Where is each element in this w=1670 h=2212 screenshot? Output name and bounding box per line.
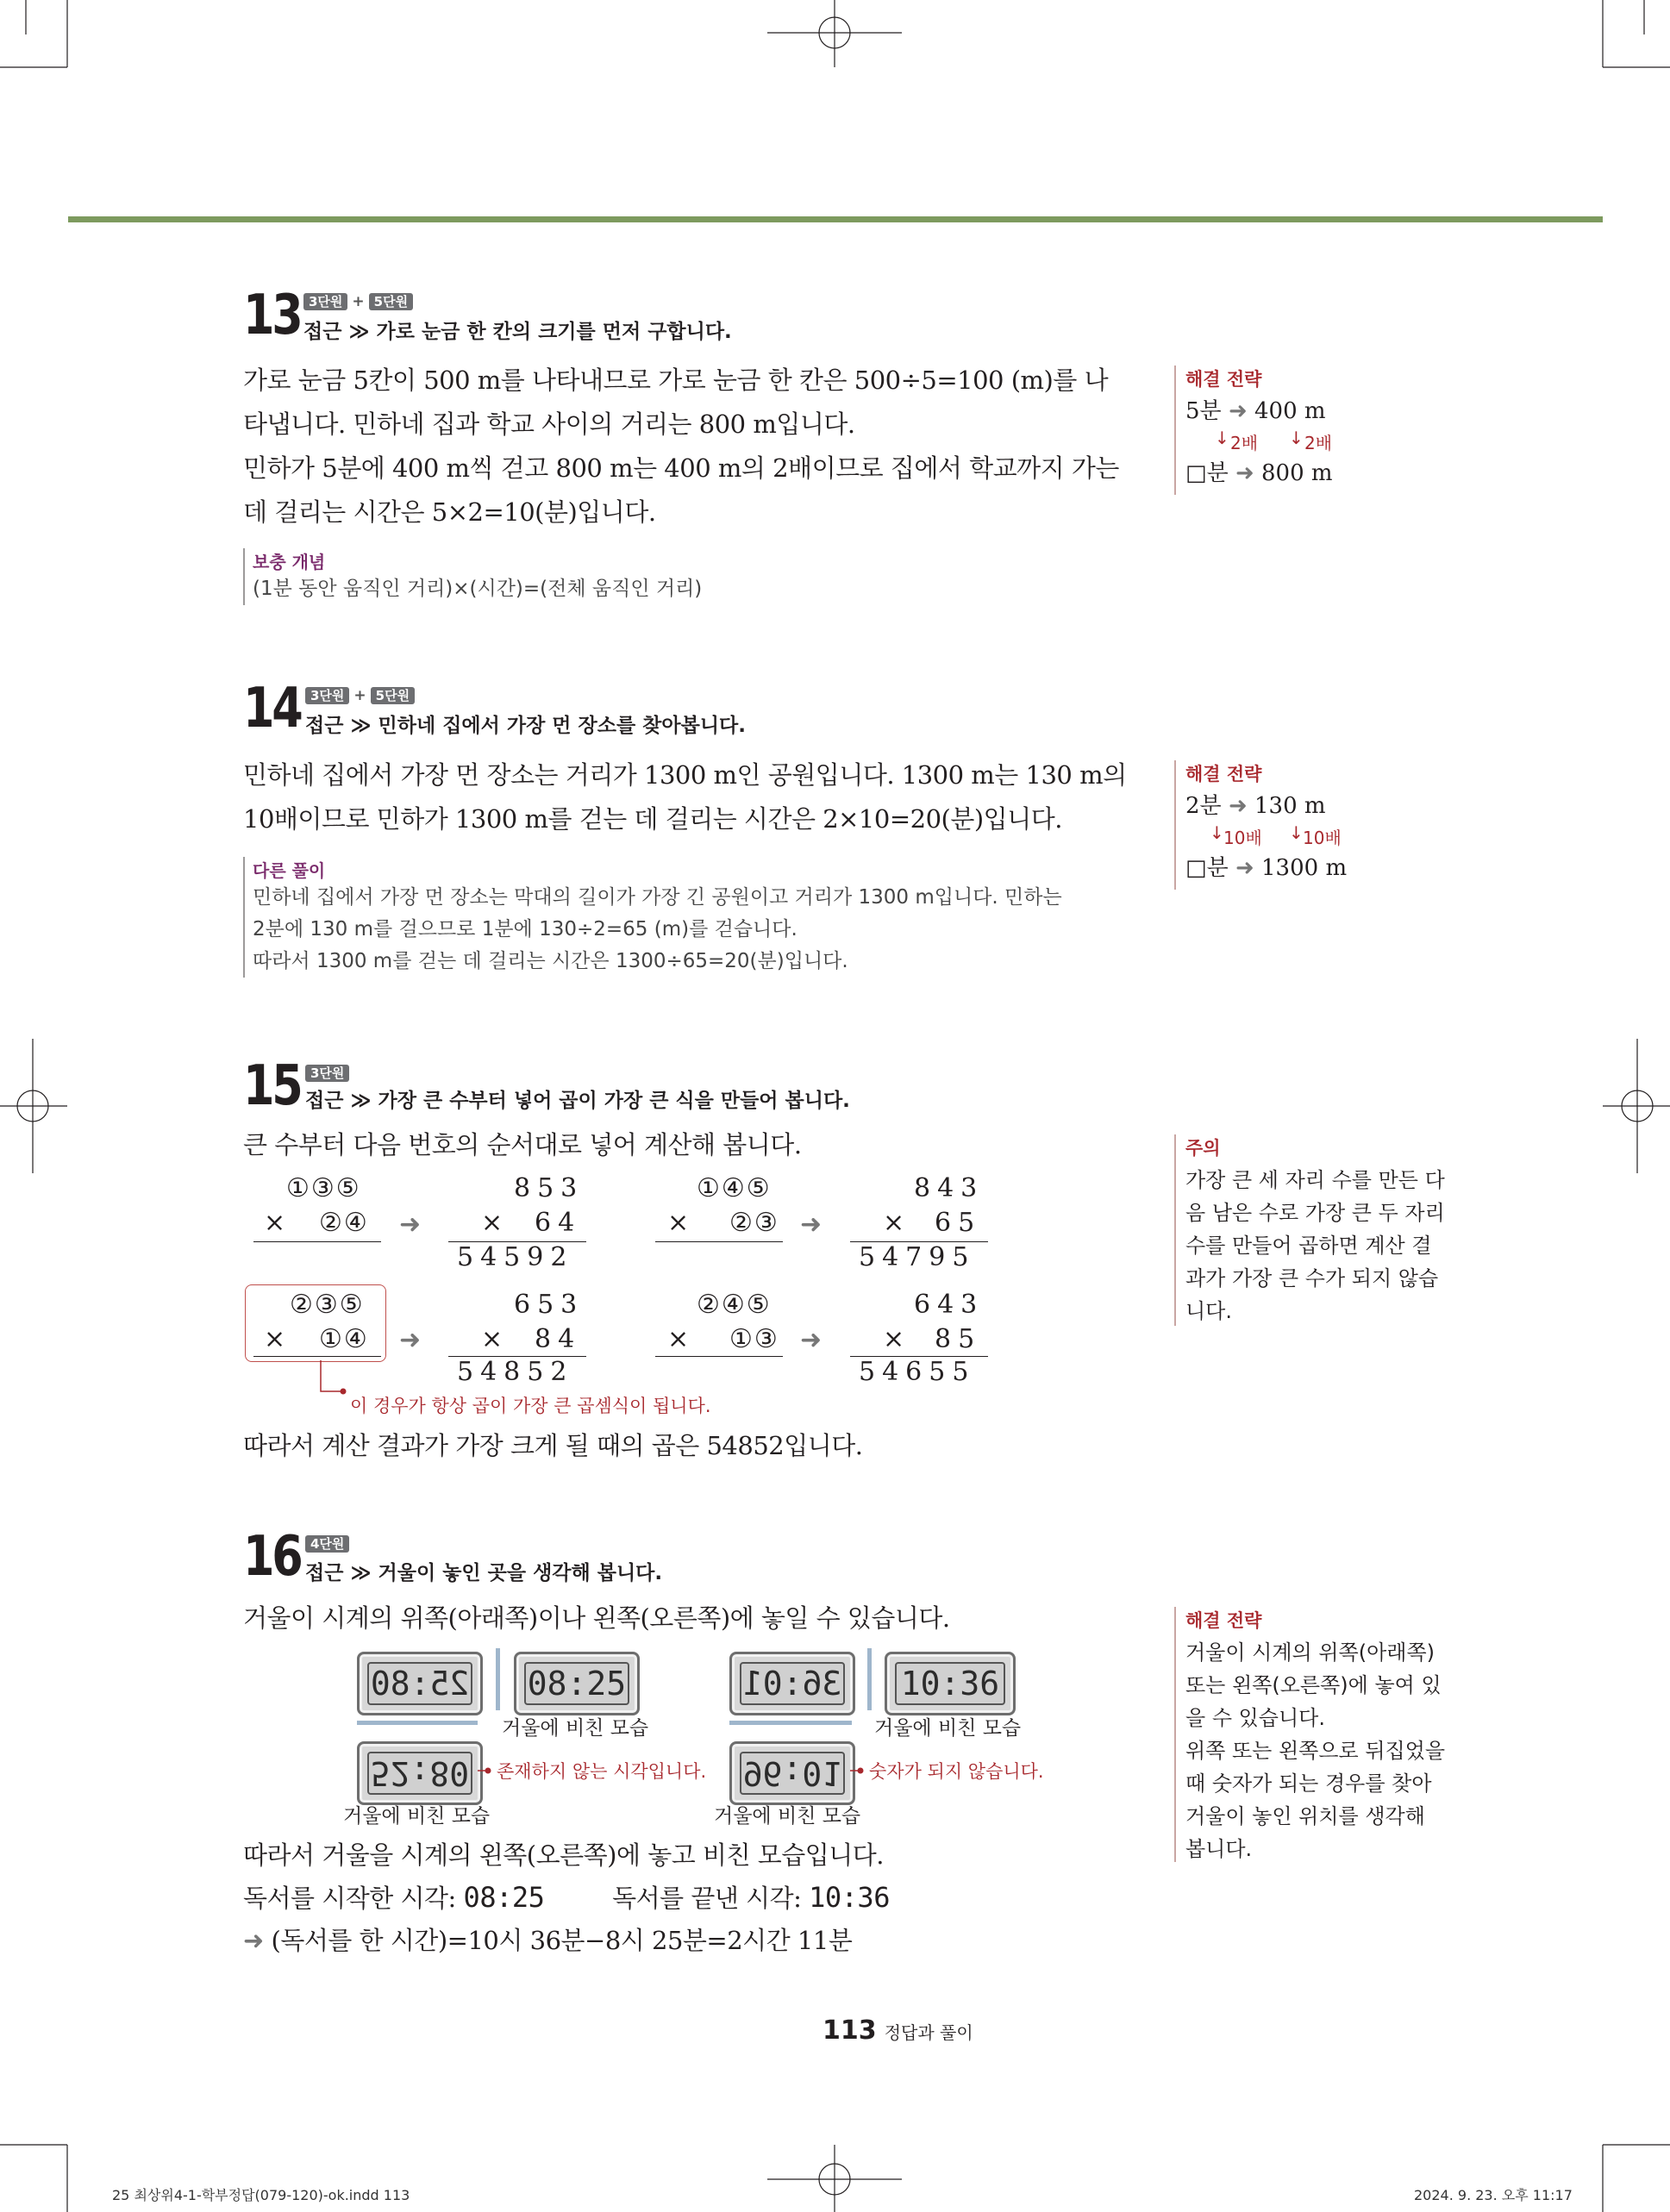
strategy-row <box>1185 852 1367 884</box>
arrow-right-icon: ➜ <box>800 1325 822 1355</box>
note-line: 2분에 130 m를 걸으므로 1분에 130÷2=65 (m)를 걷습니다. <box>253 918 797 940</box>
strategy-row <box>1185 790 1367 822</box>
product: 54852 <box>457 1357 574 1387</box>
sidebar-title: 해결 전략 <box>1185 369 1262 390</box>
order-top: ②③⑤ <box>290 1290 365 1320</box>
solution-text <box>243 359 1123 534</box>
note-text: (1분 동안 움직인 거리)×(시간)=(전체 움직인 거리) <box>253 578 703 600</box>
mirror-caption: 거울에 비친 모습 <box>502 1717 649 1740</box>
sidebar-line: 거울이 시계의 위쪽(아래쪽) <box>1185 1640 1435 1665</box>
problem-number: 13 <box>243 284 301 347</box>
multiplier: 84 <box>535 1324 582 1354</box>
digital-clock <box>729 1652 855 1715</box>
arrow-right-icon: ➜ <box>1228 398 1248 424</box>
strategy-left: □분 <box>1185 460 1229 486</box>
plus-sign: + <box>353 687 366 704</box>
order-top: ①③⑤ <box>286 1173 361 1203</box>
not-digit-note: 숫자가 되지 않습니다. <box>869 1761 1044 1782</box>
mirror-caption: 거울에 비친 모습 <box>714 1805 861 1828</box>
mult-label: 2배 <box>1304 433 1333 453</box>
caution-sidebar <box>1174 1134 1470 1326</box>
unit-badges <box>305 1065 349 1082</box>
note-title: 다른 풀이 <box>253 860 326 881</box>
digital-clock <box>729 1741 855 1805</box>
note-line: 따라서 1300 m를 걷는 데 걸리는 시간은 1300÷65=20(분)입니다. <box>253 950 848 972</box>
clock-display: 25:80 <box>367 1662 472 1705</box>
approach-text: 접근 ≫ 거울이 놓인 곳을 생각해 봅니다. <box>305 1562 663 1584</box>
sidebar-line: 가장 큰 세 자리 수를 만든 다 <box>1185 1168 1445 1192</box>
arrow-right-icon: ➜ <box>1235 855 1254 881</box>
strategy-sidebar <box>1174 366 1367 495</box>
problem-number: 16 <box>243 1525 301 1589</box>
arrow-down-icon: ↓ <box>1289 822 1304 843</box>
text-line: 민하가 5분에 400 m씩 걷고 800 m는 400 m의 2배이므로 집에서 학교까지 가는 <box>243 453 1119 483</box>
approach-text: 접근 ≫ 가로 눈금 한 칸의 크기를 먼저 구합니다. <box>303 321 732 343</box>
clock-display: 08:25 <box>524 1662 629 1705</box>
multiplicand: 643 <box>914 1290 985 1320</box>
text-line: 데 걸리는 시간은 5×2=10(분)입니다. <box>243 497 656 527</box>
sidebar-title: 주의 <box>1185 1138 1221 1159</box>
digital-clock <box>357 1741 483 1805</box>
text-line: 가로 눈금 5칸이 500 m를 나타내므로 가로 눈금 한 칸은 500÷5=100 (m)를 나 <box>243 366 1109 395</box>
print-slug-left: 25 최상위4-1-학부정답(079-120)-ok.indd 113 <box>112 2187 410 2203</box>
mirror-vertical <box>867 1648 872 1710</box>
page-label: 정답과 풀이 <box>884 2022 973 2043</box>
times-sign: × <box>264 1324 293 1354</box>
note-title: 보충 개념 <box>253 552 326 572</box>
arrow-right-icon: ➜ <box>1228 793 1248 819</box>
sidebar-line: 니다. <box>1185 1299 1232 1323</box>
strategy-right: 130 m <box>1254 793 1326 819</box>
callout-line <box>319 1360 353 1403</box>
strategy-sidebar <box>1174 1607 1470 1862</box>
mult-rule <box>655 1356 783 1357</box>
sidebar-line: 또는 왼쪽(오른쪽)에 놓여 있 <box>1185 1673 1442 1697</box>
page-footer <box>822 2015 973 2046</box>
mirror-caption: 거울에 비친 모습 <box>343 1805 491 1828</box>
mult-label: 2배 <box>1230 433 1259 453</box>
mult-label: 10배 <box>1303 828 1342 848</box>
unit-badge: 3단원 <box>305 687 349 704</box>
problem-number: 14 <box>243 677 301 740</box>
unit-badges <box>305 1535 349 1553</box>
problem-number: 15 <box>243 1054 301 1118</box>
product: 54795 <box>859 1242 976 1272</box>
strategy-row <box>1185 395 1367 428</box>
order-top: ①④⑤ <box>697 1173 772 1203</box>
final-row <box>243 1919 852 1963</box>
text-line: 10배이므로 민하가 1300 m를 걷는 데 걸리는 시간은 2×10=20(분)입니다. <box>243 804 1062 834</box>
unit-badges <box>303 293 413 310</box>
strategy-mult-row <box>1185 428 1367 457</box>
end-time: 10:36 <box>809 1881 890 1914</box>
strategy-right: 1300 m <box>1261 855 1348 881</box>
mirror-horizontal <box>357 1721 478 1725</box>
sidebar-line: 거울이 놓인 위치를 생각해 <box>1185 1804 1425 1828</box>
plus-sign: + <box>352 293 365 310</box>
times-sign: × <box>667 1208 697 1238</box>
callout-dot <box>850 1764 867 1778</box>
callout-text: 이 경우가 항상 곱이 가장 큰 곱셈식이 됩니다. <box>350 1396 711 1416</box>
sidebar-title: 해결 전략 <box>1185 1610 1262 1631</box>
multiplicand: 653 <box>514 1290 585 1320</box>
approach-text: 접근 ≫ 가장 큰 수부터 넣어 곱이 가장 큰 식을 만들어 봅니다. <box>305 1090 850 1112</box>
supplement-note <box>243 548 1029 605</box>
approach-text: 접근 ≫ 민하네 집에서 가장 먼 장소를 찾아봅니다. <box>305 715 747 737</box>
intro-text: 거울이 시계의 위쪽(아래쪽)이나 왼쪽(오른쪽)에 놓일 수 있습니다. <box>243 1603 950 1633</box>
multiplier: 65 <box>935 1208 982 1238</box>
start-label: 독서를 시작한 시각: <box>243 1884 456 1913</box>
print-slug-right: 2024. 9. 23. 오후 11:17 <box>1414 2187 1573 2203</box>
strategy-left: 2분 <box>1185 793 1222 819</box>
alternate-solution <box>243 857 1149 978</box>
order-bottom: ②③ <box>729 1208 779 1238</box>
order-bottom: ①④ <box>319 1324 369 1354</box>
times-sign: × <box>883 1324 912 1354</box>
arrow-right-icon: ➜ <box>399 1325 422 1355</box>
sidebar-line: 봅니다. <box>1185 1837 1253 1861</box>
sidebar-line: 위쪽 또는 왼쪽으로 뒤집었을 <box>1185 1739 1446 1763</box>
strategy-sidebar <box>1174 760 1367 890</box>
final-text: (독서를 한 시간)=10시 36분−8시 25분=2시간 11분 <box>271 1926 853 1955</box>
order-top: ②④⑤ <box>697 1290 772 1320</box>
mult-rule <box>253 1241 381 1242</box>
mirror-vertical <box>496 1648 500 1710</box>
mirror-horizontal <box>729 1721 852 1725</box>
multiplier: 85 <box>935 1324 982 1354</box>
digital-clock <box>885 1652 1016 1715</box>
clock-display: 10:36 <box>895 1662 1005 1705</box>
start-time: 08:25 <box>463 1881 545 1914</box>
note-line: 민하네 집에서 가장 먼 장소는 막대의 길이가 가장 긴 공원이고 거리가 1300 m입니다. 민하는 <box>253 886 1062 909</box>
order-bottom: ①③ <box>729 1324 779 1354</box>
conclusion-text: 따라서 거울을 시계의 왼쪽(오른쪽)에 놓고 비친 모습입니다. <box>243 1840 884 1870</box>
strategy-right: 800 m <box>1261 460 1333 486</box>
unit-badge: 5단원 <box>371 687 415 704</box>
text-line: 타냅니다. 민하네 집과 학교 사이의 거리는 800 m입니다. <box>243 409 855 439</box>
clock-display: 52:80 <box>367 1752 472 1795</box>
times-sign: × <box>481 1208 510 1238</box>
callout-dot <box>478 1764 495 1778</box>
digital-clock <box>357 1652 483 1715</box>
mult-rule <box>253 1356 381 1357</box>
mirror-caption: 거울에 비친 모습 <box>874 1717 1022 1740</box>
sidebar-line: 음 남은 수로 가장 큰 두 자리 <box>1185 1201 1445 1225</box>
multiplier: 64 <box>535 1208 582 1238</box>
times-sign: × <box>883 1208 912 1238</box>
text-line: 민하네 집에서 가장 먼 장소는 거리가 1300 m인 공원입니다. 1300 m는 130 m의 <box>243 760 1127 790</box>
sidebar-line: 을 수 있습니다. <box>1185 1706 1325 1730</box>
page-number: 113 <box>822 2015 877 2046</box>
arrow-right-icon: ➜ <box>800 1209 822 1240</box>
strategy-mult-row <box>1185 822 1367 852</box>
sidebar-line: 수를 만들어 곱하면 계산 결 <box>1185 1234 1432 1258</box>
intro-text: 큰 수부터 다음 번호의 순서대로 넣어 계산해 봅니다. <box>243 1130 802 1159</box>
mult-label: 10배 <box>1223 828 1262 848</box>
arrow-down-icon: ↓ <box>1210 822 1224 843</box>
sidebar-line: 과가 가장 큰 수가 되지 않습 <box>1185 1266 1439 1290</box>
multiplicand: 853 <box>514 1173 585 1203</box>
unit-badge: 4단원 <box>305 1535 349 1553</box>
product: 54655 <box>859 1357 976 1387</box>
arrow-right-icon: ➜ <box>243 1926 264 1955</box>
unit-badge: 3단원 <box>303 293 347 310</box>
time-row <box>243 1876 1019 1921</box>
times-sign: × <box>264 1208 293 1238</box>
arrow-right-icon: ➜ <box>1235 460 1254 486</box>
clock-display: 36:01 <box>740 1662 845 1705</box>
strategy-row <box>1185 457 1367 490</box>
clock-display: 96:01 <box>740 1752 845 1795</box>
order-bottom: ②④ <box>319 1208 369 1238</box>
arrow-right-icon: ➜ <box>399 1209 422 1240</box>
strategy-right: 400 m <box>1254 398 1326 424</box>
unit-badge: 3단원 <box>305 1065 349 1082</box>
sidebar-line: 때 숫자가 되는 경우를 찾아 <box>1185 1771 1432 1796</box>
header-rule <box>68 216 1603 222</box>
times-sign: × <box>667 1324 697 1354</box>
strategy-left: 5분 <box>1185 398 1222 424</box>
conclusion-text: 따라서 계산 결과가 가장 크게 될 때의 곱은 54852입니다. <box>243 1431 863 1460</box>
digital-clock <box>514 1652 640 1715</box>
times-sign: × <box>481 1324 510 1354</box>
arrow-down-icon: ↓ <box>1289 428 1304 448</box>
product: 54592 <box>457 1242 574 1272</box>
end-label: 독서를 끝낸 시각: <box>612 1884 802 1913</box>
mult-rule <box>655 1241 783 1242</box>
strategy-left: □분 <box>1185 855 1229 881</box>
solution-text <box>243 753 1131 841</box>
sidebar-title: 해결 전략 <box>1185 764 1262 784</box>
multiplicand: 843 <box>914 1173 985 1203</box>
unit-badges <box>305 687 415 704</box>
unit-badge: 5단원 <box>369 293 413 310</box>
invalid-time-note: 존재하지 않는 시각입니다. <box>497 1761 707 1782</box>
arrow-down-icon: ↓ <box>1215 428 1229 448</box>
